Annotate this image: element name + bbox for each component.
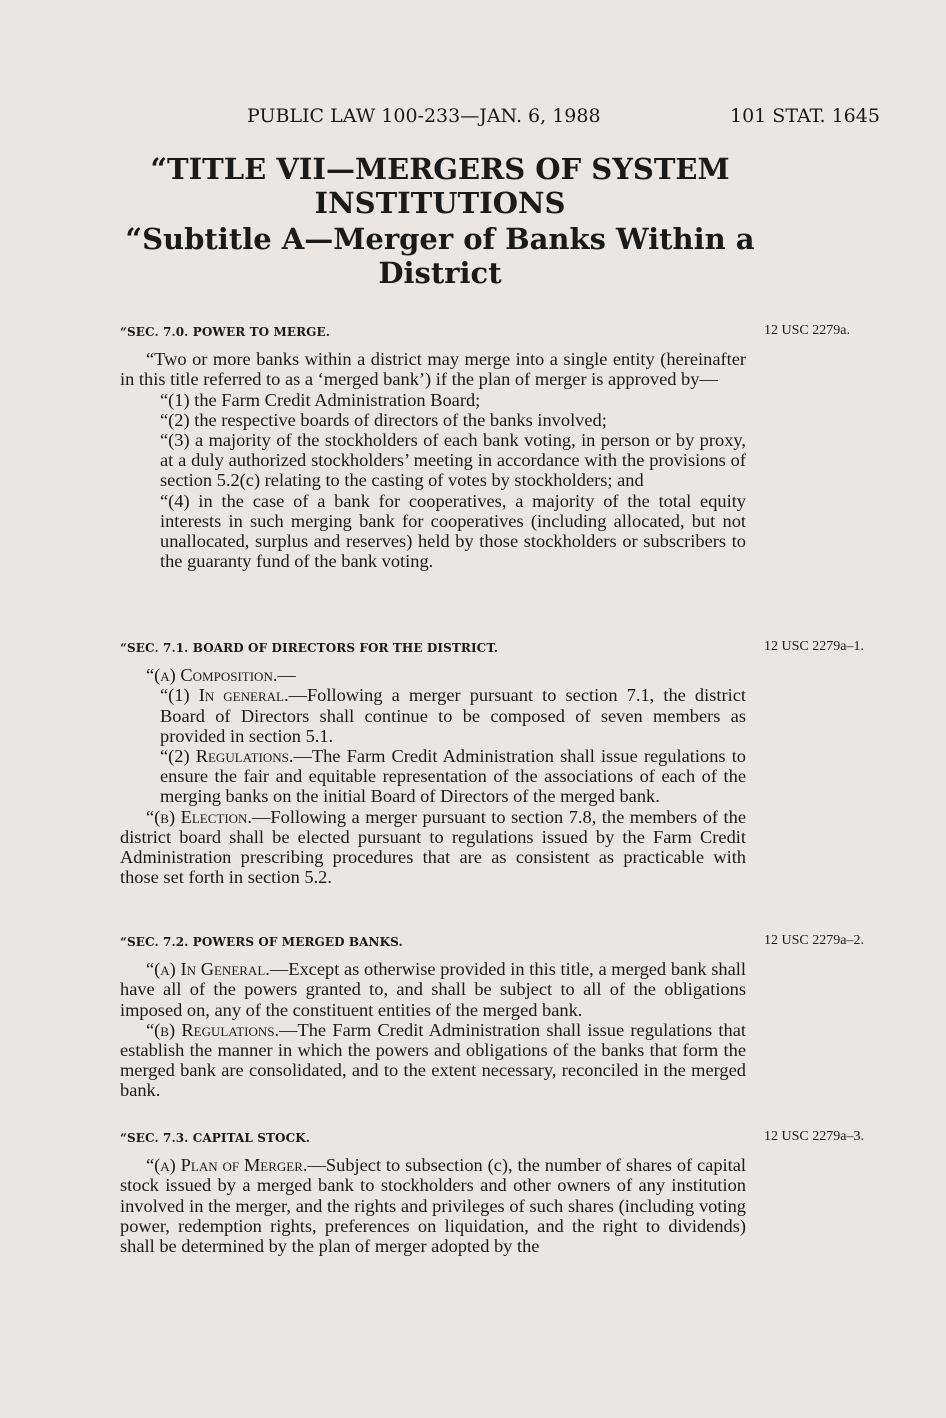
- paragraph-text: —Following a merger pursuant to section 7.1, the district Board of Directors shall continue to be composed of seven members as provided in section 5.1.: [160, 685, 746, 746]
- margin-citation: 12 USC 2279a–3.: [764, 1129, 864, 1144]
- paragraph: [120, 959, 746, 1020]
- section-heading: “SEC. 7.3. CAPITAL STOCK.: [120, 1131, 311, 1145]
- subsection-a-label: “(a) Composition.—: [146, 665, 296, 686]
- section-7-0: [120, 322, 746, 571]
- list-item: “(2) the respective boards of directors of the banks involved;: [160, 409, 607, 430]
- paragraph: [120, 746, 746, 807]
- section-heading: “SEC. 7.2. POWERS OF MERGED BANKS.: [120, 935, 403, 949]
- paragraph-label: “(b) Election.: [146, 806, 253, 827]
- margin-citation: 12 USC 2279a–2.: [764, 933, 864, 948]
- header-stat-page: 101 STAT. 1645: [730, 105, 880, 127]
- title-line-2: INSTITUTIONS: [314, 186, 566, 220]
- subtitle-line-1: “Subtitle A—Merger of Banks Within a: [125, 222, 755, 256]
- paragraph-text: —The Farm Credit Administration shall issue regulations that establish the manner in which the powers and obligations of the banks that form the merged bank are consolidated, and to the extent necessary, reconciled in the merged bank.: [120, 1019, 746, 1101]
- paragraph-label: “(b) Regulations.: [146, 1019, 280, 1040]
- running-header: [0, 105, 946, 135]
- paragraph-label: “(1) In general.: [160, 685, 289, 706]
- paragraph: [120, 1155, 746, 1256]
- paragraph-label: “(a) Plan of Merger.: [146, 1155, 308, 1176]
- paragraph-text: —Following a merger pursuant to section 7.8, the members of the district board shall be elected pursuant to regulations issued by the Farm Credit Administration prescribing procedures that are as consistent as practicable with those set forth in section 5.2.: [120, 806, 746, 888]
- margin-citation: 12 USC 2279a–1.: [764, 639, 864, 654]
- header-public-law: PUBLIC LAW 100-233—JAN. 6, 1988: [247, 105, 601, 127]
- paragraph-text: —Except as otherwise provided in this title, a merged bank shall have all of the powers granted to, and shall be subject to all of the obligations imposed on, any of the constituent entities of the merged bank.: [120, 959, 746, 1020]
- subtitle-heading: [120, 222, 760, 290]
- section-7-1: [120, 638, 746, 887]
- paragraph-text: —Subject to subsection (c), the number of shares of capital stock issued by a merged bank to stockholders and other owners of any institution involved in the merger, and the rights and privileges of such shares (including voting power, redemption rights, preferences on liquidation, and the right to dividends) shall be determined by the plan of merger adopted by the: [120, 1155, 747, 1257]
- section-heading: “SEC. 7.1. BOARD OF DIRECTORS FOR THE DISTRICT.: [120, 641, 499, 655]
- paragraph: [120, 1020, 746, 1101]
- paragraph: [120, 807, 746, 888]
- subtitle-line-2: District: [378, 256, 502, 290]
- margin-citation: 12 USC 2279a.: [764, 323, 850, 338]
- title-heading: [120, 152, 760, 220]
- paragraph: [120, 685, 746, 746]
- list-item: “(4) in the case of a bank for cooperatives, a majority of the total equity interests in such merging bank for cooperatives (including allocated, but not unallocated, surplus and reserves) held by those stockholders or subscribers to the guaranty fund of the bank voting.: [160, 490, 746, 572]
- paragraph-label: “(a) In General.: [146, 959, 270, 980]
- section-7-3: [120, 1128, 746, 1256]
- paragraph-text: —The Farm Credit Administration shall issue regulations to ensure the fair and equitable representation of the associations of each of the merging banks on the initial Board of Directors of the merged bank.: [160, 746, 746, 807]
- section-intro: “Two or more banks within a district may merge into a single entity (hereinafter in this title referred to as a ‘merged bank’) if the plan of merger is approved by—: [120, 349, 746, 390]
- section-heading: “SEC. 7.0. POWER TO MERGE.: [120, 325, 331, 339]
- subsection-label: [120, 665, 746, 685]
- paragraph-label: “(2) Regulations.: [160, 746, 294, 767]
- section-7-2: [120, 932, 746, 1101]
- list-item: “(1) the Farm Credit Administration Board;: [160, 389, 481, 410]
- list-item: “(3) a majority of the stockholders of each bank voting, in person or by proxy, at a duly authorized stockholders’ meeting in accordance with the provisions of section 5.2(c) relating to the casting of votes by stockholders; and: [160, 430, 746, 491]
- title-line-1: “TITLE VII—MERGERS OF SYSTEM: [150, 152, 730, 186]
